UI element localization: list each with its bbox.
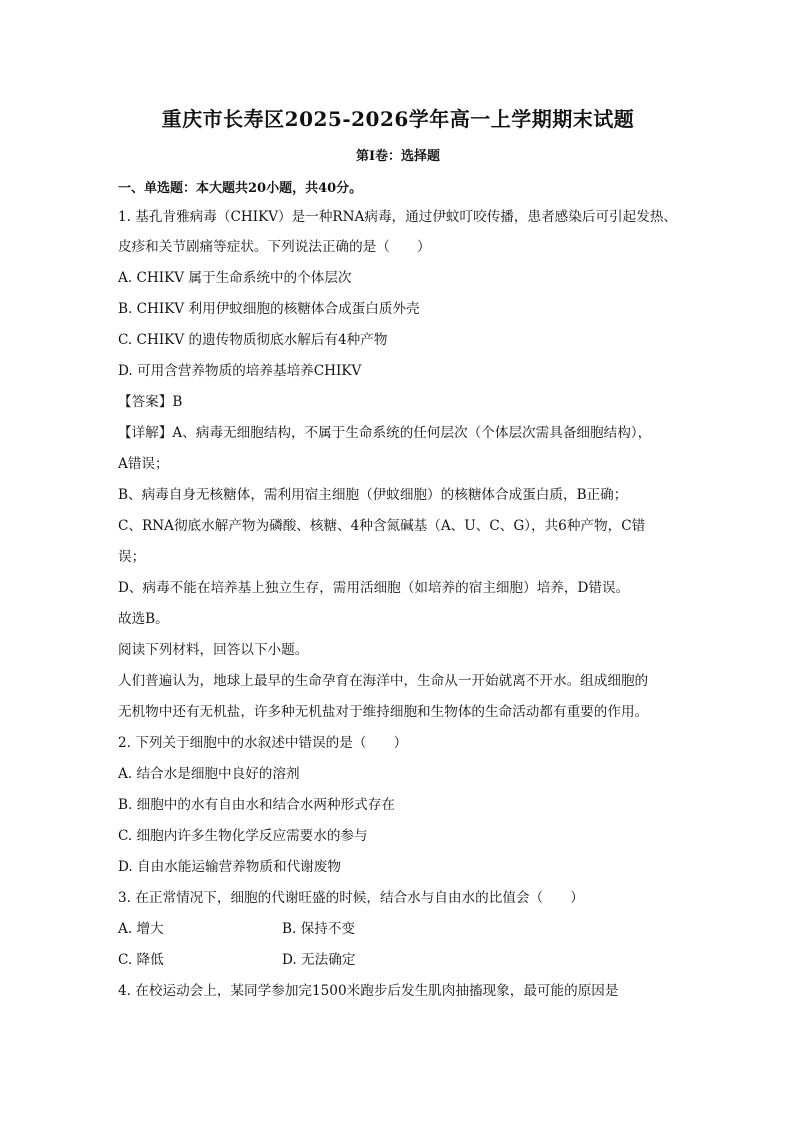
q3-option-a: A. 增大 xyxy=(118,921,164,937)
q1-option-c: C. CHIKV 的遗传物质彻底水解后有4种产物 xyxy=(118,332,388,348)
q2-option-a: A. 结合水是细胞中良好的溶剂 xyxy=(118,766,300,782)
q1-stem-line2: 皮疹和关节剧痛等症状。下列说法正确的是（ ） xyxy=(118,239,431,255)
q1-stem-line1: 1. 基孔肯雅病毒（CHIKV）是一种RNA病毒，通过伊蚊叮咬传播，患者感染后可引起发热、 xyxy=(118,209,678,225)
q3-option-c: C. 降低 xyxy=(118,952,164,968)
q2-option-b: B. 细胞中的水有自由水和结合水两种形式存在 xyxy=(118,797,395,813)
page-title: 重庆市长寿区2025-2026学年高一上学期期末试题 xyxy=(161,107,635,131)
q1-explain-line3: B、病毒自身无核糖体，需利用宿主细胞（伊蚊细胞）的核糖体合成蛋白质，B正确； xyxy=(118,487,628,503)
page-subtitle: 第Ⅰ卷：选择题 xyxy=(355,149,441,164)
q1-option-d: D. 可用含营养物质的培养基培养CHIKV xyxy=(118,363,362,379)
q1-answer: 【答案】B xyxy=(118,394,183,410)
q1-explain-line4: C、RNA彻底水解产物为磷酸、核糖、4种含氮碱基（A、U、C、G），共6种产物，C错 xyxy=(118,518,646,534)
q2-stem: 2. 下列关于细胞中的水叙述中错误的是（ ） xyxy=(118,735,408,751)
q3-option-d: D. 无法确定 xyxy=(282,952,356,968)
q3-option-b: B. 保持不变 xyxy=(282,921,356,937)
q1-explain-line2: A错误； xyxy=(118,456,169,472)
q1-option-b: B. CHIKV 利用伊蚊细胞的核糖体合成蛋白质外壳 xyxy=(118,301,420,317)
material-text-line2: 无机物中还有无机盐，许多种无机盐对于维持细胞和生物体的生命活动都有重要的作用。 xyxy=(118,704,649,720)
q1-explain-line1: 【详解】A、病毒无细胞结构，不属于生命系统的任何层次（个体层次需具备细胞结构）， xyxy=(118,425,652,441)
q2-option-c: C. 细胞内许多生物化学反应需要水的参与 xyxy=(118,828,368,844)
section-heading: 一、单选题：本大题共20小题，共40分。 xyxy=(118,181,363,196)
material-text-line1: 人们普遍认为，地球上最早的生命孕育在海洋中，生命从一开始就离不开水。组成细胞的 xyxy=(118,673,649,689)
q4-stem: 4. 在校运动会上，某同学参加完1500米跑步后发生肌肉抽搐现象，最可能的原因是 xyxy=(118,983,619,999)
q1-explain-line6: D、病毒不能在培养基上独立生存，需用活细胞（如培养的宿主细胞）培养，D错误。 xyxy=(118,580,630,596)
q1-conclusion: 故选B。 xyxy=(118,611,169,627)
q3-stem: 3. 在正常情况下，细胞的代谢旺盛的时候，结合水与自由水的比值会（ ） xyxy=(118,890,584,906)
q1-option-a: A. CHIKV 属于生命系统中的个体层次 xyxy=(118,270,352,286)
q1-explain-line5: 误； xyxy=(118,549,146,565)
material-intro: 阅读下列材料，回答以下小题。 xyxy=(118,642,309,658)
q2-option-d: D. 自由水能运输营养物质和代谢废物 xyxy=(118,859,341,875)
